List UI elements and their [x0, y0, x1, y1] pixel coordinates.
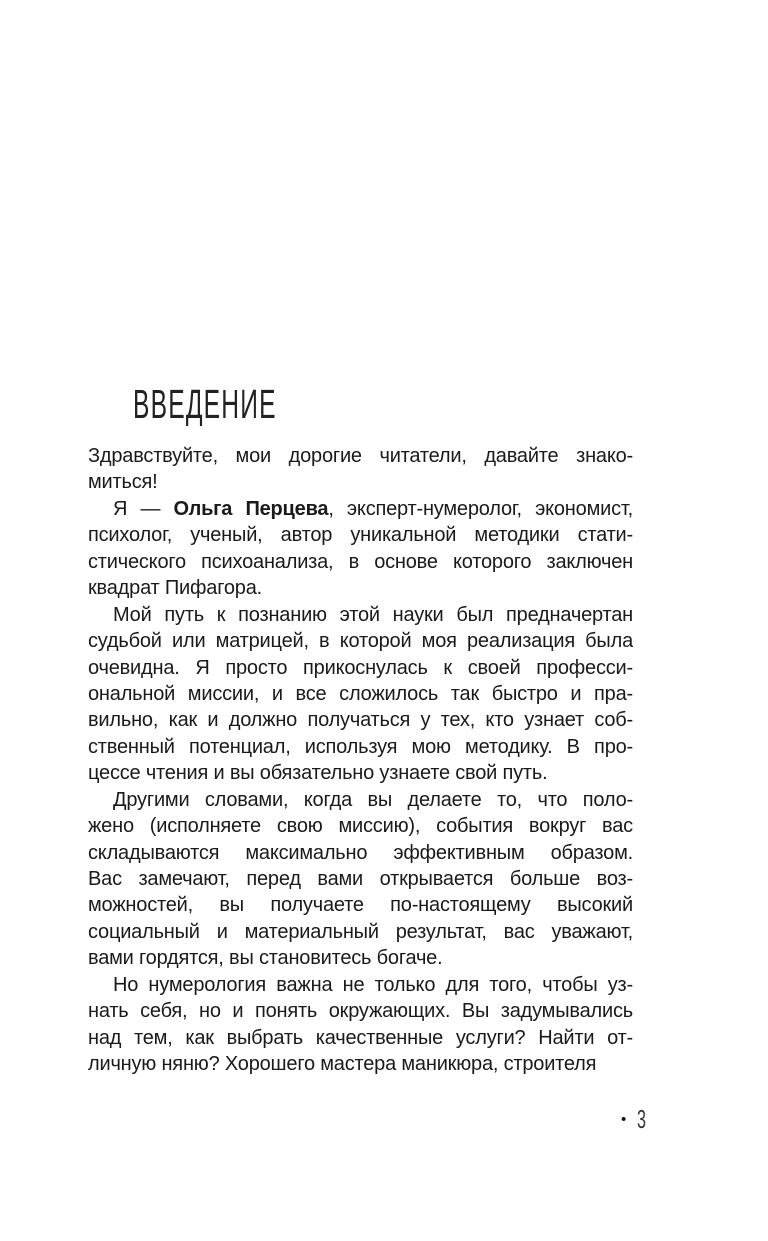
text-line: жено (исполняете свою миссию), события вокруг вас	[88, 815, 633, 838]
chapter-title: ВВЕДЕНИЕ	[133, 381, 277, 427]
text-line: Вас замечают, перед вами открывается больше воз-	[88, 868, 633, 890]
text-line: стического психоанализа, в основе которого заключен	[88, 550, 633, 573]
text-line: ональной миссии, и все сложилось так быстро и пра-	[88, 682, 633, 705]
text-line: Другими словами, когда вы делаете то, что поло-	[113, 788, 633, 811]
text-line: социальный и материальный результат, вас уважают,	[88, 920, 633, 943]
text-line: психолог, ученый, автор уникальной методики стати-	[88, 524, 633, 547]
text-line: цессе чтения и вы обязательно узнаете свой путь.	[88, 762, 548, 785]
footer-bullet-icon: •	[621, 1110, 627, 1128]
text-line: можностей, вы получаете по-настоящему высокий	[88, 894, 633, 917]
text-line: квадрат Пифагора.	[88, 577, 262, 600]
body-text	[88, 443, 633, 1078]
text-line: Мой путь к познанию этой науки был предначертан	[113, 603, 633, 626]
text-line: Я — Ольга Перцева, эксперт-нумеролог, экономист,	[113, 497, 633, 520]
text-line: ственный потенциал, используя мою методику. В про-	[88, 735, 633, 758]
page-footer	[621, 1106, 652, 1132]
text-line: вами гордятся, вы становитесь богаче.	[88, 947, 443, 970]
text-line: миться!	[88, 471, 158, 494]
text-line: Но нумерология важна не только для того, чтобы уз-	[113, 973, 633, 996]
text-line: личную няню? Хорошего мастера маникюра, строителя	[88, 1053, 597, 1076]
text-line: вильно, как и должно получаться у тех, кто узнает соб-	[88, 709, 633, 732]
text-line: нать себя, но и понять окружающих. Вы задумывались	[88, 1000, 633, 1023]
page-number: 3	[637, 1104, 647, 1134]
text-line: очевидна. Я просто прикоснулась к своей професси-	[88, 656, 633, 679]
text-line: над тем, как выбрать качественные услуги? Найти от-	[88, 1026, 633, 1049]
text-line: складываются максимально эффективным образом.	[88, 841, 633, 864]
text-line: судьбой или матрицей, в которой моя реализация была	[88, 630, 633, 653]
text-line: Здравствуйте, мои дорогие читатели, давайте знако-	[88, 445, 633, 467]
